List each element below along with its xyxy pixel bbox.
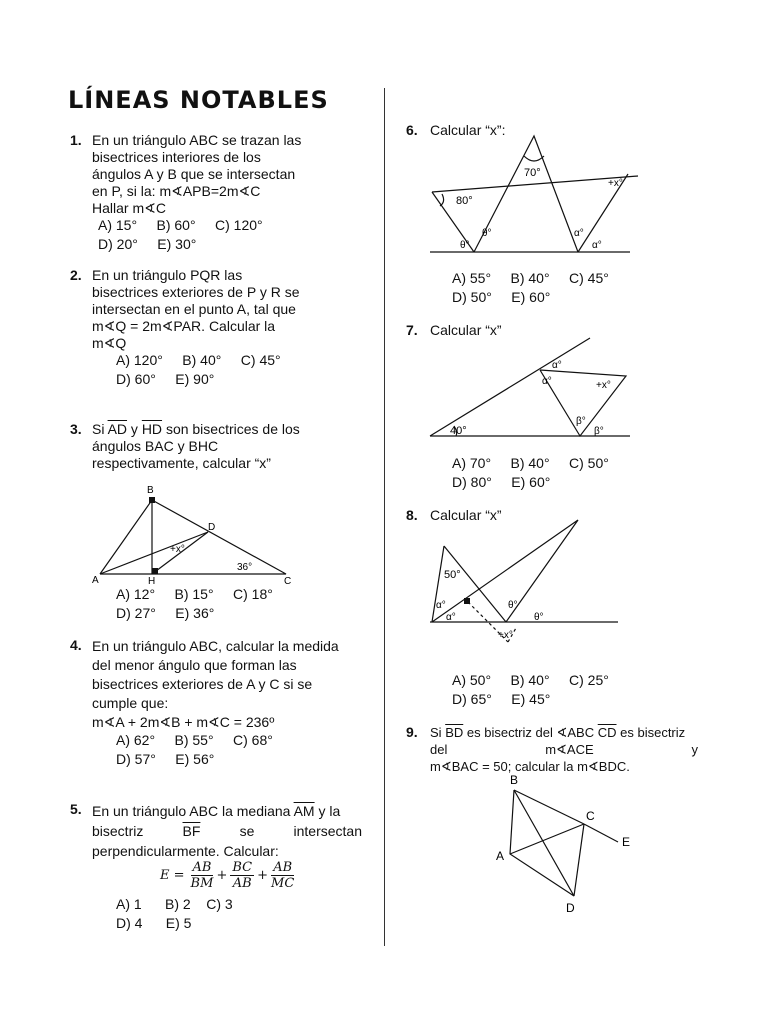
figure-3-label-h: H <box>148 576 156 587</box>
problem-1-options-row-1: A) 15° B) 60° C) 120° <box>98 217 263 233</box>
problem-4-options-row-2: D) 57° E) 56° <box>116 751 215 767</box>
figure-3-angle-36: 36° <box>237 562 253 573</box>
problem-5-options-row-1: A) 1 B) 2 C) 3 <box>116 896 233 912</box>
figure-8-angle-x: +x° <box>498 630 513 641</box>
figure-3-angle-x: +x° <box>170 544 185 555</box>
problem-3-number: 3. <box>70 421 82 437</box>
figure-3-label-d: D <box>208 522 216 533</box>
problem-9-text: Si $\overline{BD}$ es bisectriz del ∢ABC $\overline{CD}$ es bisectriz del m∢ACE y m∢BAC = 50; calcular la m∢BDC. <box>430 725 698 774</box>
problem-5-number: 5. <box>70 801 82 817</box>
figure-3-label-b: B <box>147 485 154 496</box>
figure-9-label-b: B <box>510 773 519 787</box>
figure-3-label-a: A <box>92 575 99 586</box>
problem-2-text: En un triángulo PQR las bisectrices exteriores de P y R se intersectan en el punto A, tal que m∢Q = 2m∢PAR. Calcular la m∢Q <box>92 267 300 351</box>
figure-7-alpha-2: α° <box>542 376 552 387</box>
problem-8-text: Calcular “x” <box>430 507 502 523</box>
problem-3-figure <box>90 482 300 587</box>
problem-2-options-row-1: A) 120° B) 40° C) 45° <box>116 352 281 368</box>
segment-bf: $\overline{BF}$ <box>182 823 201 839</box>
problem-1-text: En un triángulo ABC se trazan las bisectrices interiores de los ángulos A y B que se intersectan en P, si la: m∢APB=2m∢C Hallar m∢C <box>92 132 302 216</box>
figure-9-label-d: D <box>566 901 575 915</box>
problem-8-options-row-1: A) 50° B) 40° C) 25° <box>452 672 609 688</box>
figure-7-beta-1: β° <box>576 416 586 427</box>
segment-ad: $\overline{AD}$ <box>107 421 128 437</box>
problem-8-number: 8. <box>406 507 418 523</box>
figure-6-alpha-1: α° <box>574 228 584 239</box>
problem-6-figure <box>428 132 643 257</box>
problem-9-number: 9. <box>406 724 418 740</box>
problem-6-text: Calcular “x”: <box>430 122 506 138</box>
segment-hd: $\overline{HD}$ <box>141 421 163 437</box>
problem-8-figure <box>428 516 648 656</box>
problem-2-number: 2. <box>70 267 82 283</box>
figure-9-label-c: C <box>586 809 595 823</box>
figure-8-angle-50: 50° <box>444 569 461 581</box>
problem-7-figure <box>428 336 638 442</box>
figure-6-angle-70: 70° <box>524 167 541 179</box>
problem-7-text: Calcular “x” <box>430 322 502 338</box>
figure-8-theta-1: θ° <box>508 600 518 611</box>
problem-2-options-row-2: D) 60° E) 90° <box>116 371 215 387</box>
problem-4-options-row-1: A) 62° B) 55° C) 68° <box>116 732 273 748</box>
problem-7-options-row-2: D) 80° E) 60° <box>452 474 551 490</box>
figure-6-angle-80: 80° <box>456 195 473 207</box>
problem-6-number: 6. <box>406 122 418 138</box>
figure-7-beta-2: β° <box>594 426 604 437</box>
problem-5-text: En un triángulo ABC la mediana $\overline{AM}$ y la bisectriz $\overline{BF}$ se intersectan perpendicularmente. Calcular: <box>92 803 362 859</box>
problem-6-options-row-1: A) 55° B) 40° C) 45° <box>452 270 609 286</box>
figure-7-angle-x: +x° <box>596 380 611 391</box>
problem-5-options-row-2: D) 4 E) 5 <box>116 915 192 931</box>
problem-4-text: En un triángulo ABC, calcular la medida del menor ángulo que forman las bisectrices exteriores de A y C si se cumple que: m∢A + 2m∢B + m∢C = 236º <box>92 638 339 730</box>
problem-1-options-row-2: D) 20° E) 30° <box>98 236 197 252</box>
problem-9-figure <box>480 770 640 916</box>
problem-1-number: 1. <box>70 132 82 148</box>
problem-3-options-row-2: D) 27° E) 36° <box>116 605 215 621</box>
figure-7-alpha-1: α° <box>552 360 562 371</box>
problem-5-equation: E = $\frac{AB}{BM}$ + $\frac{BC}{AB}$ + $\frac{AB}{MC}$ <box>160 860 295 891</box>
figure-8-alpha-1: α° <box>436 600 446 611</box>
problem-3-text: Si $\overline{AD}$ y $\overline{HD}$ son bisectrices de los ángulos BAC y BHC respectivamente, calcular “x” <box>92 421 300 471</box>
problem-8-options-row-2: D) 65° E) 45° <box>452 691 551 707</box>
figure-6-angle-x: +x° <box>608 178 623 189</box>
problem-7-options-row-1: A) 70° B) 40° C) 50° <box>452 455 609 471</box>
figure-9-label-a: A <box>496 849 505 863</box>
problem-7-number: 7. <box>406 322 418 338</box>
figure-6-theta-2: θ° <box>482 228 492 239</box>
segment-bd: $\overline{BD}$ <box>445 725 464 740</box>
problem-4-number: 4. <box>70 637 82 653</box>
figure-8-theta-2: θ° <box>534 612 544 623</box>
segment-cd: $\overline{CD}$ <box>597 725 617 740</box>
figure-6-alpha-2: α° <box>592 240 602 251</box>
figure-8-alpha-2: α° <box>446 612 456 623</box>
page-title: LÍNEAS NOTABLES <box>68 86 329 114</box>
segment-am: $\overline{AM}$ <box>293 803 315 819</box>
figure-3-label-c: C <box>284 576 292 587</box>
column-divider <box>384 88 385 946</box>
problem-6-options-row-2: D) 50° E) 60° <box>452 289 551 305</box>
figure-7-angle-40: 40° <box>450 425 467 437</box>
figure-6-theta-1: θ° <box>460 240 470 251</box>
problem-3-options-row-1: A) 12° B) 15° C) 18° <box>116 586 273 602</box>
figure-9-label-e: E <box>622 835 631 849</box>
